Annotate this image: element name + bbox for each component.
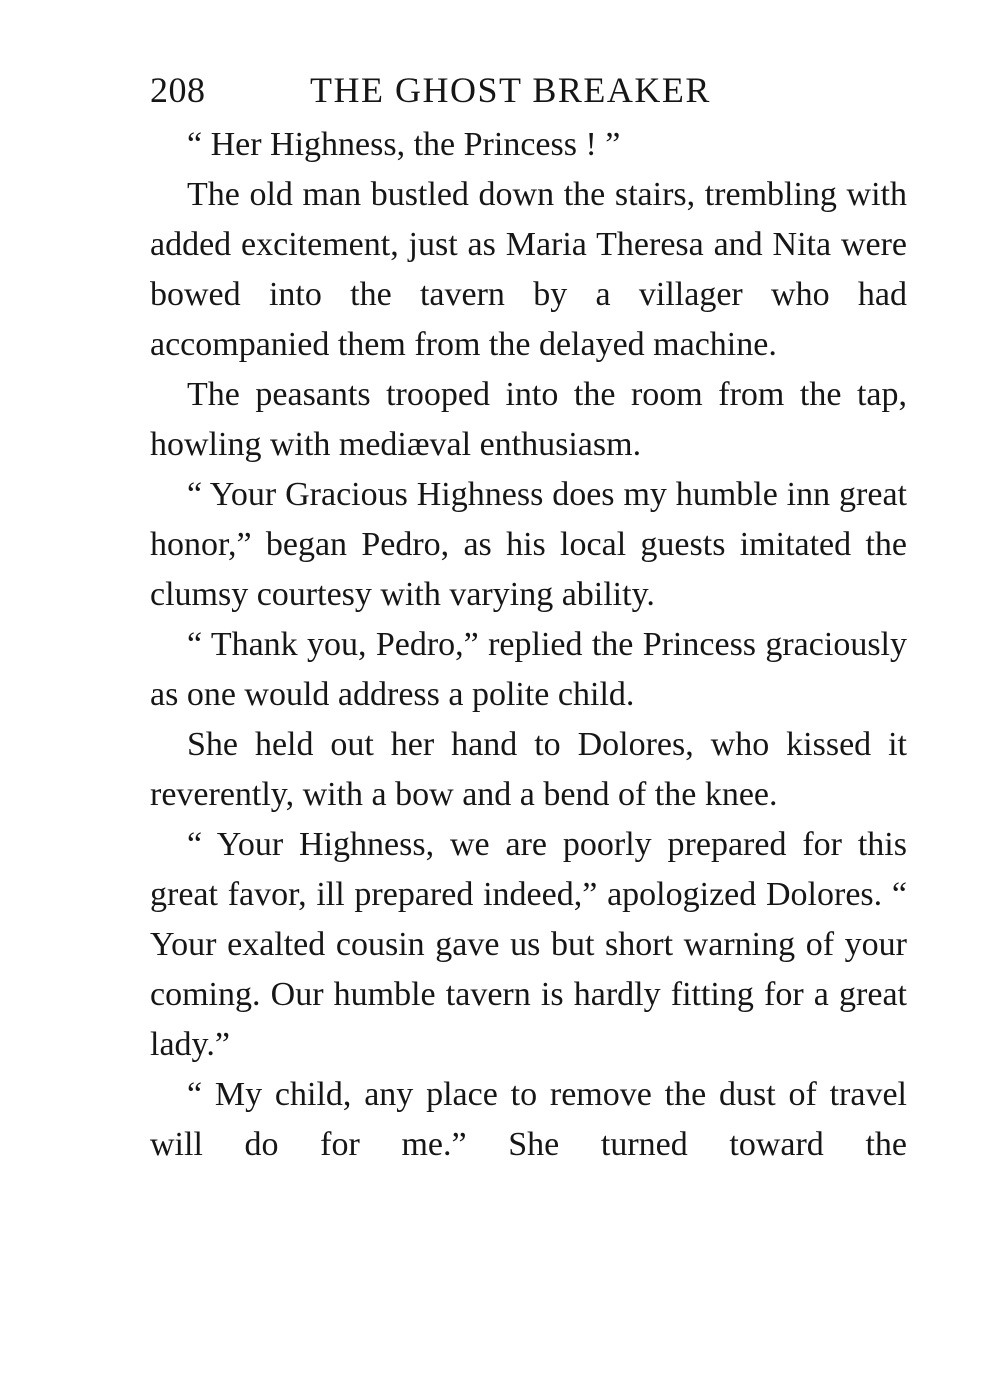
paragraph: “ Her Highness, the Princess ! ” — [187, 126, 621, 163]
paragraph: The old man bustled down the stairs, trembling with added excitement, just as Maria Theresa and Nita were bowed into the tavern by a villager who had accompanied them from the delayed machine. — [150, 176, 907, 363]
page-number: 208 — [150, 70, 206, 110]
paragraph: “ Your Highness, we are poorly prepared for this great favor, ill prepared indeed,” apologized Dolores. “ Your exalted cousin gave us but short warning of your coming. Our humble tavern is hardly fitting for a great lady.” — [150, 826, 907, 1063]
paragraph: “ My child, any place to remove the dust of travel will do for me.” She turned toward the — [150, 1076, 907, 1163]
book-page — [150, 66, 907, 1170]
paragraph: “ Thank you, Pedro,” replied the Princess graciously as one would address a polite child. — [150, 626, 907, 713]
page-header — [150, 66, 907, 114]
body-text — [150, 120, 907, 1170]
paragraph: The peasants trooped into the room from the tap, howling with mediæval enthusiasm. — [150, 376, 907, 463]
paragraph: “ Your Gracious Highness does my humble inn great honor,” began Pedro, as his local guests imitated the clumsy courtesy with varying ability. — [150, 476, 907, 613]
running-head: THE GHOST BREAKER — [310, 70, 711, 110]
paragraph: She held out her hand to Dolores, who kissed it reverently, with a bow and a bend of the knee. — [150, 726, 907, 813]
